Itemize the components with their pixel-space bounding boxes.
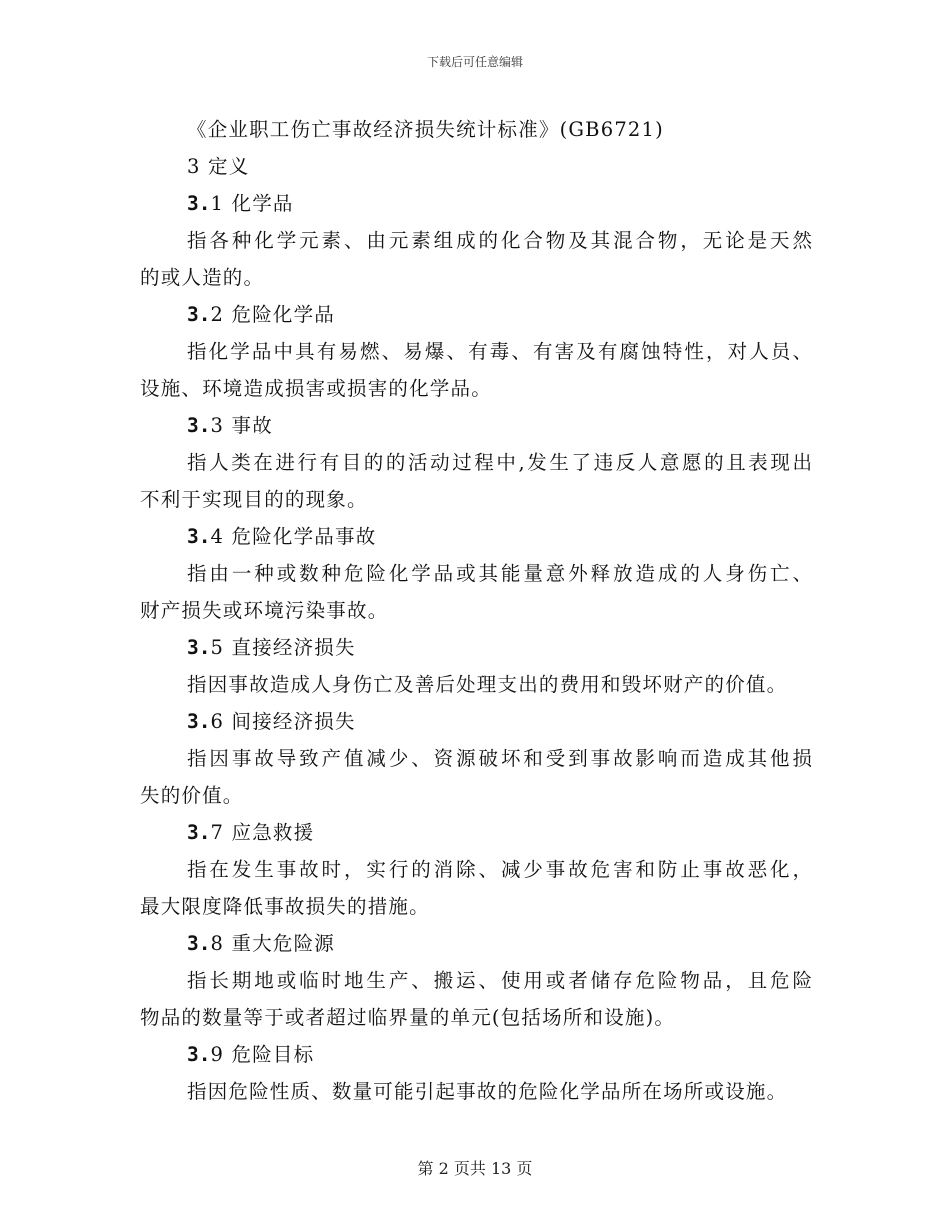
term-definition-line: 物品的数量等于或者超过临界量的单元(包括场所和设施)。 xyxy=(140,1006,676,1029)
reference-line: 《企业职工伤亡事故经济损失统计标准》(GB6721) xyxy=(187,118,664,141)
document-body xyxy=(140,111,812,1110)
term-number: 3. xyxy=(187,303,211,326)
term-number: 3. xyxy=(187,1043,211,1066)
term-definition-line: 指因危险性质、数量可能引起事故的危险化学品所在场所或设施。 xyxy=(187,1080,788,1103)
term-definition-line: 指长期地或临时地生产、搬运、使用或者储存危险物品，且危险 xyxy=(187,969,812,992)
term-definition-line: 指因事故导致产值减少、资源破坏和受到事故影响而造成其他损 xyxy=(187,747,812,770)
term-heading xyxy=(140,296,812,333)
term-title: 8 重大危险源 xyxy=(210,932,335,955)
term-heading xyxy=(140,407,812,444)
term-title: 4 危险化学品事故 xyxy=(210,525,377,548)
section-title: 3 定义 xyxy=(187,155,250,178)
term-definition-line: 失的价值。 xyxy=(140,784,244,807)
term-heading xyxy=(140,518,812,555)
term-title: 3 事故 xyxy=(210,414,273,437)
term-number: 3. xyxy=(187,414,211,437)
term-title: 5 直接经济损失 xyxy=(210,636,356,659)
term-title: 9 危险目标 xyxy=(210,1043,315,1066)
term-title: 1 化学品 xyxy=(210,192,294,215)
term-definition-line: 设施、环境造成损害或损害的化学品。 xyxy=(140,377,492,400)
term-number: 3. xyxy=(187,710,211,733)
term-heading xyxy=(140,185,812,222)
term-definition-line: 最大限度降低事故损失的措施。 xyxy=(140,895,430,918)
header-note: 下载后可任意编辑 xyxy=(426,55,523,69)
term-definition-line: 指在发生事故时，实行的消除、减少事故危害和防止事故恶化， xyxy=(187,858,812,881)
term-title: 6 间接经济损失 xyxy=(210,710,356,733)
term-definition-line: 不利于实现目的的现象。 xyxy=(140,488,368,511)
term-heading xyxy=(140,703,812,740)
term-definition-line: 指化学品中具有易燃、易爆、有毒、有害及有腐蚀特性，对人员、 xyxy=(187,340,812,363)
term-definition-line: 指人类在进行有目的的活动过程中,发生了违反人意愿的且表现出 xyxy=(187,451,812,474)
term-list xyxy=(140,185,812,1110)
term-number: 3. xyxy=(187,821,211,844)
term-definition-line: 财产损失或环境污染事故。 xyxy=(140,599,389,622)
term-heading xyxy=(140,1036,812,1073)
term-number: 3. xyxy=(187,525,211,548)
term-definition-line: 指因事故造成人身伤亡及善后处理支出的费用和毁坏财产的价值。 xyxy=(187,673,788,696)
term-definition-line: 的或人造的。 xyxy=(140,266,265,289)
term-number: 3. xyxy=(187,932,211,955)
term-definition-line: 指由一种或数种危险化学品或其能量意外释放造成的人身伤亡、 xyxy=(187,562,812,585)
term-heading xyxy=(140,629,812,666)
term-title: 2 危险化学品 xyxy=(210,303,335,326)
term-heading xyxy=(140,814,812,851)
term-title: 7 应急救援 xyxy=(210,821,315,844)
term-number: 3. xyxy=(187,636,211,659)
page-number: 第 2 页共 13 页 xyxy=(417,1159,533,1178)
term-definition-line: 指各种化学元素、由元素组成的化合物及其混合物，无论是天然 xyxy=(187,229,812,252)
term-heading xyxy=(140,925,812,962)
term-number: 3. xyxy=(187,192,211,215)
